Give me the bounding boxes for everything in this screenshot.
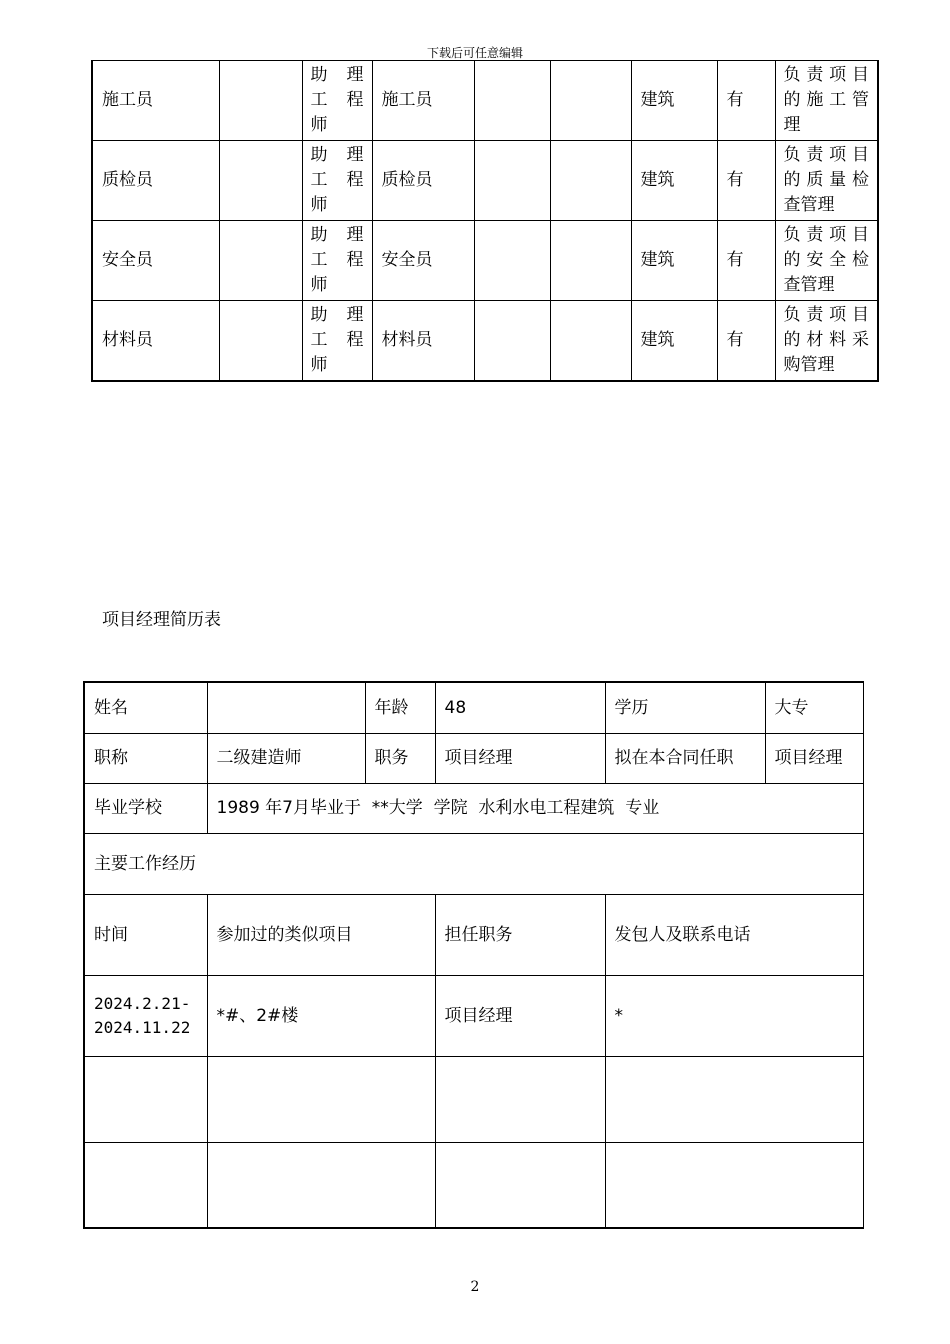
staff-major: 建筑	[631, 221, 717, 301]
header-note: 下载后可任意编辑	[426, 46, 523, 60]
age-value: 48	[435, 682, 605, 733]
staff-name	[219, 221, 302, 301]
entry-project: *#、2#楼	[207, 975, 435, 1056]
col-role-header: 担任职务	[435, 894, 605, 975]
col-time-header: 时间	[84, 894, 207, 975]
experience-row	[84, 1142, 863, 1228]
staff-duty-line: 的安全检	[783, 250, 869, 270]
staff-major: 建筑	[631, 301, 717, 382]
staff-blank-1	[474, 61, 550, 141]
staff-role: 安全员	[92, 221, 219, 301]
education-label: 学历	[605, 682, 765, 733]
staff-title-line: 师	[310, 355, 328, 375]
staff-cert: 质检员	[372, 141, 474, 221]
staff-duty-line: 负责项目	[783, 305, 869, 325]
staff-duty	[775, 221, 878, 301]
entry-contractor	[605, 1142, 863, 1228]
experience-label: 主要工作经历	[84, 833, 863, 894]
staff-title-line: 工 程	[310, 90, 364, 110]
staff-cert: 安全员	[372, 221, 474, 301]
staff-cert: 材料员	[372, 301, 474, 382]
experience-row	[84, 1056, 863, 1142]
school-label: 毕业学校	[84, 783, 207, 833]
staff-title-line: 工 程	[310, 170, 364, 190]
staff-title-line: 工 程	[310, 330, 364, 350]
resume-section-title: 项目经理简历表	[102, 610, 221, 630]
position-value: 项目经理	[435, 733, 605, 783]
staff-major: 建筑	[631, 141, 717, 221]
staff-title-line: 师	[310, 115, 328, 135]
entry-role	[435, 1142, 605, 1228]
staff-blank-2	[550, 221, 631, 301]
entry-time-end: 2024.11.22	[94, 1017, 191, 1037]
entry-time	[84, 975, 207, 1056]
school-value: 1989 年7月毕业于 **大学 学院 水利水电工程建筑 专业	[207, 783, 863, 833]
staff-duty-line: 理	[783, 115, 801, 135]
staff-has: 有	[717, 221, 775, 301]
age-label: 年龄	[365, 682, 435, 733]
staff-duty-line: 负责项目	[783, 225, 869, 245]
staff-blank-1	[474, 141, 550, 221]
staff-has: 有	[717, 141, 775, 221]
entry-role: 项目经理	[435, 975, 605, 1056]
name-label: 姓名	[84, 682, 207, 733]
col-project-header: 参加过的类似项目	[207, 894, 435, 975]
staff-row	[92, 141, 878, 221]
staff-duty	[775, 141, 878, 221]
entry-time	[84, 1056, 207, 1142]
staff-role: 材料员	[92, 301, 219, 382]
staff-major: 建筑	[631, 61, 717, 141]
staff-duty	[775, 61, 878, 141]
title-value: 二级建造师	[207, 733, 365, 783]
name-value	[207, 682, 365, 733]
entry-time-start: 2024.2.21-	[94, 993, 191, 1013]
resume-table	[83, 681, 864, 1229]
staff-cert: 施工员	[372, 61, 474, 141]
staff-title	[302, 61, 372, 141]
proposed-label: 拟在本合同任职	[605, 733, 765, 783]
staff-title-line: 助 理	[310, 305, 364, 325]
staff-title-line: 助 理	[310, 225, 364, 245]
staff-duty-line: 负责项目	[783, 145, 869, 165]
staff-duty-line: 查管理	[783, 275, 835, 295]
staff-has: 有	[717, 61, 775, 141]
staff-row	[92, 61, 878, 141]
staff-blank-2	[550, 141, 631, 221]
entry-contractor: *	[605, 975, 863, 1056]
staff-blank-1	[474, 221, 550, 301]
staff-duty	[775, 301, 878, 382]
staff-duty-line: 购管理	[783, 355, 835, 375]
col-contractor-header: 发包人及联系电话	[605, 894, 863, 975]
staff-duty-line: 的施工管	[783, 90, 869, 110]
entry-time	[84, 1142, 207, 1228]
staff-name	[219, 61, 302, 141]
entry-role	[435, 1056, 605, 1142]
staff-row	[92, 221, 878, 301]
staff-name	[219, 301, 302, 382]
staff-blank-1	[474, 301, 550, 382]
staff-title-line: 助 理	[310, 65, 364, 85]
staff-duty-line: 的质量检	[783, 170, 869, 190]
staff-title-line: 师	[310, 275, 328, 295]
proposed-value: 项目经理	[765, 733, 863, 783]
staff-duty-line: 的材料采	[783, 330, 869, 350]
education-value: 大专	[765, 682, 863, 733]
position-label: 职务	[365, 733, 435, 783]
staff-blank-2	[550, 61, 631, 141]
entry-project	[207, 1142, 435, 1228]
staff-title	[302, 301, 372, 382]
entry-contractor	[605, 1056, 863, 1142]
staff-role: 施工员	[92, 61, 219, 141]
staff-title	[302, 221, 372, 301]
entry-project	[207, 1056, 435, 1142]
experience-row	[84, 975, 863, 1056]
staff-title-line: 工 程	[310, 250, 364, 270]
staff-table	[91, 60, 879, 382]
staff-title	[302, 141, 372, 221]
staff-row	[92, 301, 878, 382]
staff-duty-line: 查管理	[783, 195, 835, 215]
staff-has: 有	[717, 301, 775, 382]
staff-name	[219, 141, 302, 221]
staff-blank-2	[550, 301, 631, 382]
staff-role: 质检员	[92, 141, 219, 221]
page-number: 2	[470, 1279, 480, 1295]
staff-title-line: 助 理	[310, 145, 364, 165]
title-label: 职称	[84, 733, 207, 783]
staff-title-line: 师	[310, 195, 328, 215]
staff-duty-line: 负责项目	[783, 65, 869, 85]
